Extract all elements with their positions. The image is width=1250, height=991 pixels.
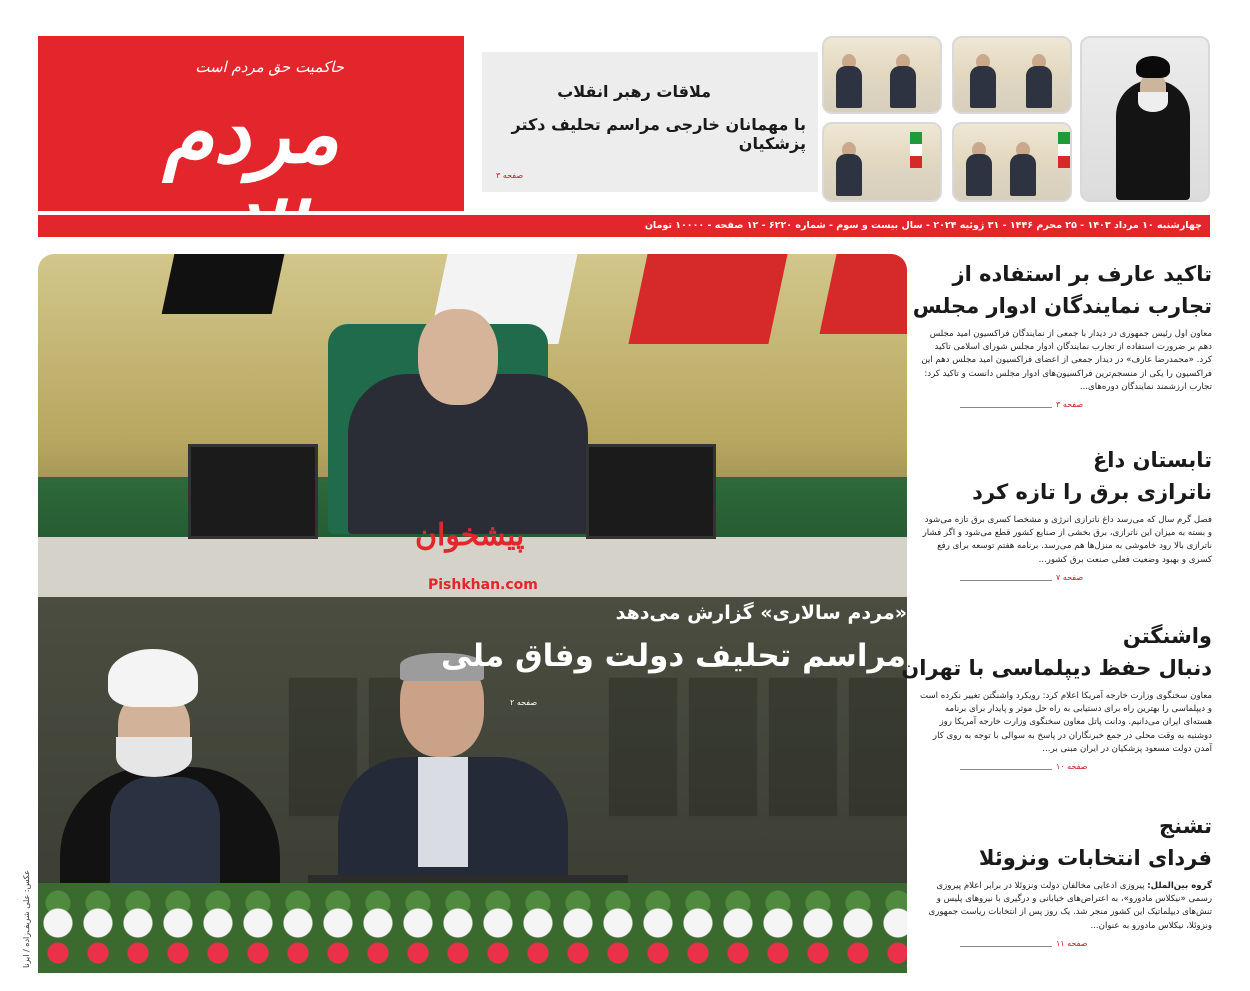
watermark-url: Pishkhan.com: [428, 577, 538, 593]
main-headline[interactable]: مراسم تحلیف دولت وفاق ملی: [440, 638, 906, 674]
story-title-line-2: ناترازی برق را تازه کرد: [972, 480, 1212, 504]
story-page-ref: [920, 939, 1212, 953]
story-body: [920, 880, 1212, 933]
promo-line-1: ملاقات رهبر انقلاب: [557, 82, 711, 101]
story-page-ref: [920, 573, 1212, 587]
story-body: معاون اول رئیس جمهوری در دیدار با جمعی از نمایندگان فراکسیون امید مجلس دهم بر ضرورت استفاده از تجارب نمایندگان ادوار مجلس شورای اسلامی تاکید کرد. «محمدرضا عارف» در دیدار جمعی از اعضای فراکسیون امید مجلس دهم این فراکسیون را یکی از منسجم‌ترین فراکسیون‌های ادوار مجلس دانست و تاکید کرد: تجارب ارزشمند نمایندگان دوره‌های...: [921, 329, 1212, 392]
photo-credit: عکس: علی شریف‌زاده / ایرنا: [22, 870, 31, 969]
masthead: [38, 36, 464, 211]
promo-photo-2: [952, 36, 1072, 114]
story-title-line-1: تابستان داغ: [1092, 448, 1212, 472]
story-body-text: پیروزی ادعایی مخالفان دولت ونزوئلا در برابر اعلام پیروزی رسمی «نیکلاس مادورو»، به اعتراض‌های خیابانی و درگیری با نیروهای پلیس و تنش‌های دیپلماتیک این کشور منجر شد. یک روز پس از انتخابات ریاست جمهوری ونزوئلا، نیکلاس مادورو به عنوان...: [928, 881, 1212, 931]
main-kicker: «مردم سالاری» گزارش می‌دهد: [615, 602, 907, 624]
date-issue-bar: چهارشنبه ۱۰ مرداد ۱۴۰۳ - ۲۵ محرم ۱۴۴۶ - ۳۱ ژوئیه ۲۰۲۴ - سال بیست و سوم - شماره ۶۲۲۰ - ۱۲ صفحه - ۱۰۰۰۰ تومان: [38, 215, 1210, 237]
story-page-ref: [920, 762, 1212, 776]
watermark-logo: پیشخوان: [415, 518, 525, 553]
promo-photo-4: [952, 122, 1072, 202]
masthead-logo: مردم: [162, 86, 340, 182]
story-body: فصل گرم سال که می‌رسد داغ ناترازی انرژی و مشخصا کسری برق تازه می‌شود و بسته به میزان این ناترازی، برق بخشی از صنایع کشور قطع می‌شود و اگر فشار ناترازی بالا رود خاموشی به منزل‌ها هم می‌رسد. برنامه هفتم توسعه برای رفع کسری و بهبود وضعیت فعلی صنعت برق کشور...: [922, 515, 1212, 565]
story-aref[interactable]: [912, 258, 1212, 414]
story-page-ref: [920, 400, 1212, 414]
story-title-line-2: دنبال حفظ دیپلماسی با تهران: [901, 656, 1212, 680]
story-washington[interactable]: [901, 620, 1212, 776]
promo-photo-1: [822, 36, 942, 114]
story-title-line-2: فردای انتخابات ونزوئلا: [978, 846, 1212, 870]
story-title-line-1: تشنج: [1159, 814, 1212, 838]
main-page-ref: صفحه ۲: [510, 698, 538, 707]
promo-box[interactable]: [482, 52, 818, 192]
story-page-label: صفحه ۷: [1052, 573, 1087, 582]
story-body: معاون سخنگوی وزارت خارجه آمریکا اعلام کرد: رویکرد واشنگتن تغییر نکرده است و دیپلماسی را بهترین راه برای دستیابی به راه حل موثر و پایدار برای برنامه هسته‌ای ایران می‌دانیم. ودانت پاتل معاون سخنگوی وزارت خارجه آمریکا روز دوشنبه به وقت محلی در جمع خبرنگاران در پاسخ به سوالی با توجه به روی کار آمدن دولت مسعود پزشکیان در ایران مبنی بر...: [920, 691, 1212, 754]
promo-line-2: با مهمانان خارجی مراسم تحلیف دکتر پزشکیان: [511, 115, 806, 153]
story-page-label: صفحه ۳: [1052, 400, 1087, 409]
story-electricity[interactable]: [920, 444, 1212, 587]
story-page-label: صفحه ۱۱: [1052, 939, 1091, 948]
story-title-line-1: تاکید عارف بر استفاده از: [952, 262, 1212, 286]
promo-page-ref: صفحه ۳: [496, 171, 524, 180]
masthead-motto: حاکمیت حق مردم است: [195, 58, 344, 76]
story-lead: گروه بین‌الملل:: [1147, 881, 1212, 891]
story-venezuela[interactable]: [920, 810, 1212, 953]
promo-photo-3: [822, 122, 942, 202]
story-title-line-2: تجارب نمایندگان ادوار مجلس: [912, 294, 1212, 318]
story-page-label: صفحه ۱۰: [1052, 762, 1091, 771]
promo-photo-grid: [822, 36, 1210, 204]
promo-photo-leader: [1080, 36, 1210, 202]
story-title-line-1: واشنگتن: [1122, 624, 1212, 648]
